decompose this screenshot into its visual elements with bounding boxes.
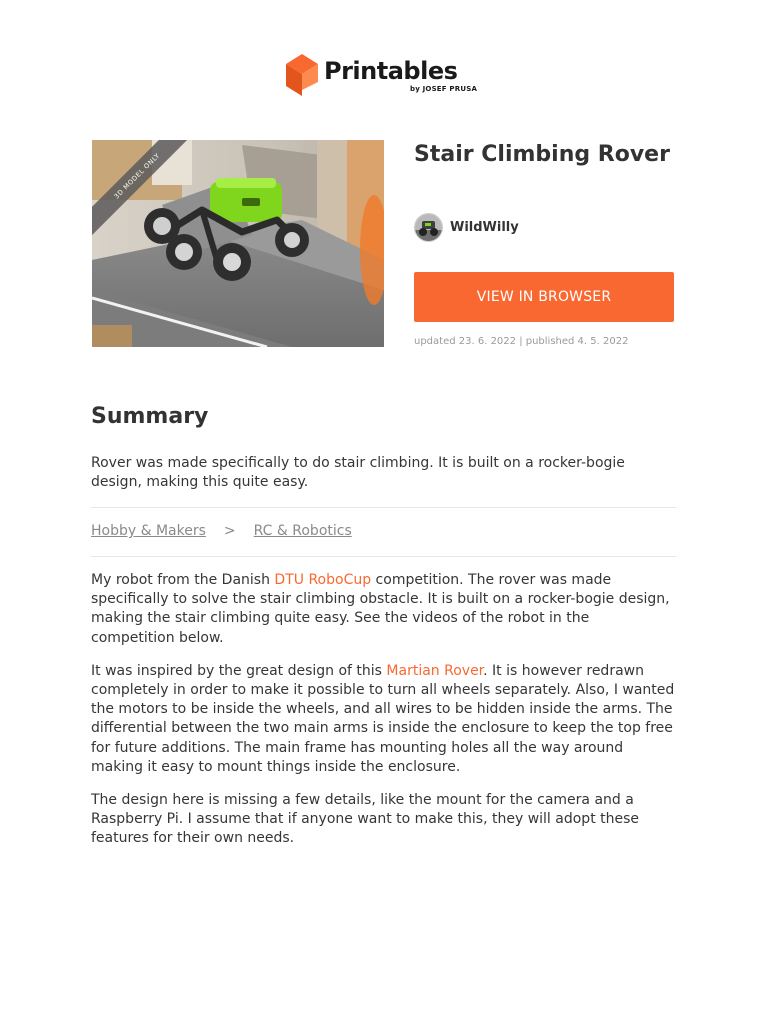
description-text: It was inspired by the great design of this [91, 662, 387, 679]
summary-heading: Summary [91, 404, 209, 429]
divider-bottom [91, 556, 676, 557]
description-paragraph-1 [91, 571, 676, 648]
description-text: . It is however redrawn completely in order to make it possible to turn all wheels separately. Also, I wanted the motors to be inside the wheels, and all wires to be hidden inside the arms. The differential between the two main arms is inside the enclosure to keep the top free for future additions. The main frame has mounting holes all the way around making it easy to mount things inside the enclosure. [91, 662, 675, 775]
breadcrumb-category-link[interactable]: Hobby & Makers [91, 523, 206, 539]
printables-logo[interactable] [286, 54, 486, 98]
avatar-icon [415, 214, 442, 241]
model-description [91, 571, 676, 863]
model-badge: 3D MODEL ONLY [92, 140, 197, 236]
breadcrumb-subcategory-link[interactable]: RC & Robotics [253, 523, 352, 539]
summary-text: Rover was made specifically to do stair climbing. It is built on a rocker-bogie design, making this quite easy. [91, 455, 625, 490]
printables-logo-icon [286, 54, 318, 96]
author-link[interactable] [414, 212, 519, 242]
breadcrumb-separator: > [223, 523, 236, 539]
description-text: competition. The rover was made specifically to solve the stair climbing obstacle. It is built on a rocker-bogie design, making the stair climbing quite easy. See the videos of the robot in the competition below. [91, 572, 670, 646]
view-in-browser-button[interactable]: VIEW IN BROWSER [414, 272, 674, 322]
model-title: Stair Climbing Rover [414, 142, 670, 167]
breadcrumb [91, 522, 352, 541]
description-paragraph-3: The design here is missing a few details, like the mount for the camera and a Raspberry Pi. I assume that if anyone want to make this, they will adopt these features for their own needs. [91, 792, 640, 847]
dtu-robocup-link[interactable]: DTU RoboCup [274, 572, 372, 588]
brand-name: Printables [324, 57, 458, 85]
brand-byline: by JOSEF PRUSA [410, 85, 478, 93]
model-dates: updated 23. 6. 2022 | published 4. 5. 2022 [414, 336, 629, 347]
martian-rover-link[interactable]: Martian Rover [386, 662, 484, 679]
author-name: WildWilly [450, 219, 519, 235]
divider-top [91, 507, 676, 508]
description-paragraph-2 [91, 662, 676, 777]
model-image[interactable] [92, 140, 384, 347]
avatar [414, 213, 443, 242]
description-text: My robot from the Danish [91, 572, 275, 588]
